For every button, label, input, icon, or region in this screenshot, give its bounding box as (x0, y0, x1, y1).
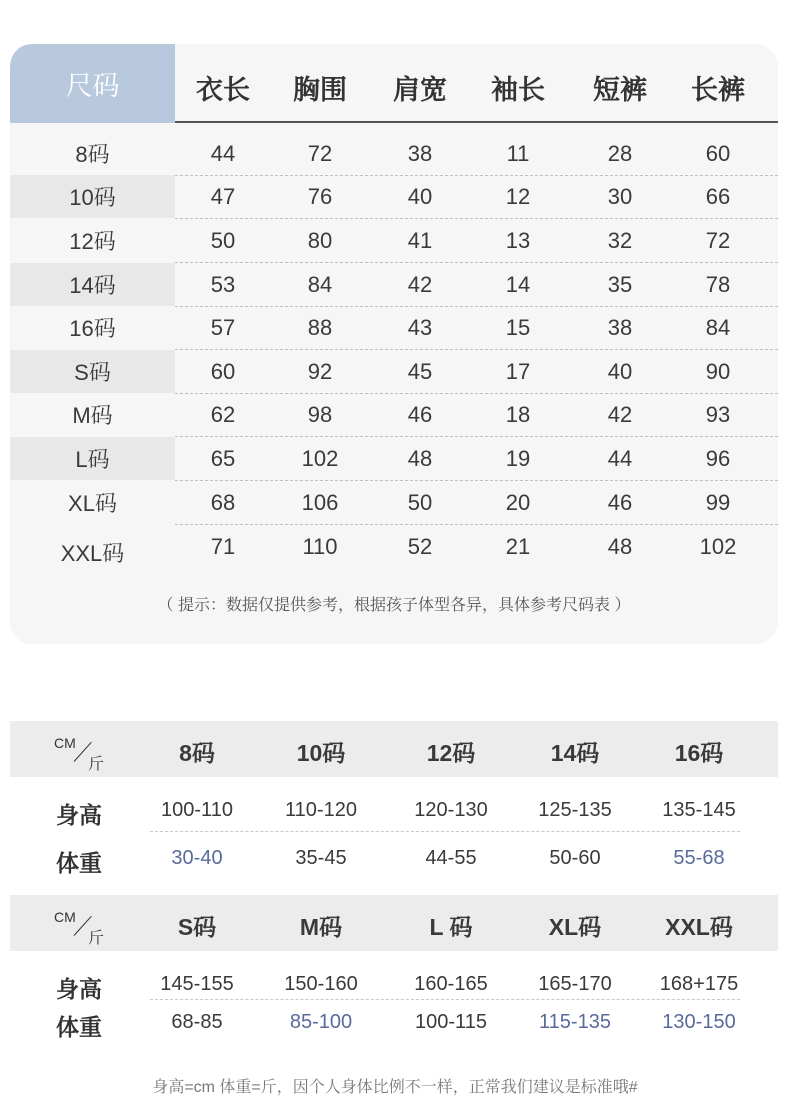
height-value: 100-110 (161, 799, 233, 821)
table-cell: 62 (210, 402, 236, 427)
column-header: 肩宽 (393, 75, 447, 105)
unit-cm: CM (54, 909, 76, 925)
table-row (10, 175, 778, 219)
unit-label (54, 735, 114, 771)
weight-label: 体重 (56, 850, 102, 876)
table-cell: 44 (210, 141, 236, 166)
height-value: 160-165 (414, 973, 488, 995)
table-cell: 18 (505, 402, 531, 427)
table-row (10, 306, 778, 350)
table-cell: 72 (307, 141, 333, 166)
weight-value: 30-40 (171, 847, 223, 869)
hw-size-header: L 码 (429, 914, 473, 940)
weight-value: 35-45 (295, 847, 347, 869)
size-label: 8码 (75, 142, 110, 167)
column-header: 衣长 (196, 75, 250, 105)
height-value: 168+175 (659, 973, 739, 995)
weight-value: 100-115 (415, 1011, 487, 1033)
unit-label (54, 909, 114, 945)
table-cell: 53 (210, 272, 236, 297)
table-cell: 38 (407, 141, 433, 166)
table-cell: 19 (505, 446, 531, 471)
table-cell: 60 (210, 359, 236, 384)
table-cell: 32 (607, 228, 633, 253)
table-cell: 20 (505, 490, 531, 515)
hw-row-divider (150, 999, 740, 1000)
table-cell: 14 (505, 272, 531, 297)
weight-value: 115-135 (539, 1011, 611, 1033)
hw-size-header: XL码 (548, 914, 602, 940)
table-cell: 84 (307, 272, 333, 297)
table-cell: 12 (505, 184, 531, 209)
size-label: 14码 (69, 273, 116, 298)
table-cell: 84 (705, 315, 731, 340)
table-cell: 78 (705, 272, 731, 297)
height-value: 110-120 (285, 799, 357, 821)
hw-size-header: 8码 (179, 740, 215, 766)
table-cell: 38 (607, 315, 633, 340)
table-row (10, 219, 778, 263)
table-cell: 99 (705, 490, 731, 515)
unit-jin: 斤 (88, 756, 105, 773)
table-cell: 48 (607, 534, 633, 559)
table-cell: 68 (210, 490, 236, 515)
table-cell: 102 (699, 534, 737, 559)
height-weight-table (10, 721, 778, 876)
unit-jin: 斤 (88, 930, 105, 947)
column-header: 袖长 (491, 75, 545, 105)
hw-size-header: M码 (299, 914, 343, 940)
height-value: 135-145 (662, 799, 736, 821)
table-row (10, 437, 778, 481)
height-label: 身高 (56, 976, 102, 1002)
hw-size-header: 10码 (296, 740, 346, 766)
table-cell: 57 (210, 315, 236, 340)
height-value: 165-170 (538, 973, 612, 995)
table-cell: 21 (505, 534, 531, 559)
height-value: 145-155 (160, 973, 234, 995)
weight-value: 68-85 (171, 1011, 223, 1033)
table-cell: 72 (705, 228, 731, 253)
table-cell: 28 (607, 141, 633, 166)
table-row (10, 525, 778, 569)
table-cell: 60 (705, 141, 731, 166)
table-cell: 30 (607, 184, 633, 209)
size-label: 16码 (69, 316, 116, 341)
height-label: 身高 (56, 802, 102, 828)
table-cell: 42 (407, 272, 433, 297)
weight-value: 44-55 (425, 847, 477, 869)
column-header: 长裤 (691, 75, 745, 105)
table-cell: 65 (210, 446, 236, 471)
size-column-header: 尺码 (10, 44, 175, 123)
height-value: 150-160 (284, 973, 358, 995)
size-label: S码 (74, 360, 111, 385)
table-cell: 52 (407, 534, 433, 559)
table-cell: 76 (307, 184, 333, 209)
table-cell: 15 (505, 315, 531, 340)
weight-value: 55-68 (673, 847, 725, 869)
table-cell: 43 (407, 315, 433, 340)
weight-value: 50-60 (549, 847, 601, 869)
table-cell: 17 (505, 359, 531, 384)
table-cell: 44 (607, 446, 633, 471)
hw-header-row (10, 895, 778, 951)
table-cell: 88 (307, 315, 333, 340)
column-header: 短裤 (593, 75, 647, 105)
size-label: L码 (75, 447, 110, 472)
table-cell: 71 (210, 534, 236, 559)
height-weight-table (10, 895, 778, 1045)
size-label: 12码 (69, 229, 116, 254)
table-cell: 96 (705, 446, 731, 471)
size-label: 10码 (69, 185, 116, 210)
table-cell: 35 (607, 272, 633, 297)
table-cell: 90 (705, 359, 731, 384)
hw-row-divider (150, 831, 740, 832)
table-row (10, 393, 778, 437)
height-value: 125-135 (538, 799, 612, 821)
hw-size-header: XXL码 (665, 914, 733, 940)
weight-label: 体重 (56, 1014, 102, 1040)
table-cell: 92 (307, 359, 333, 384)
table-cell: 42 (607, 402, 633, 427)
table-cell: 106 (301, 490, 339, 515)
table-cell: 40 (407, 184, 433, 209)
size-label: M码 (72, 403, 113, 428)
footer-note: 身高=cm 体重=斤，因个人身体比例不一样，正常我们建议是标准哦# (152, 1079, 638, 1096)
table-cell: 13 (505, 228, 531, 253)
hw-size-header: 14码 (550, 740, 600, 766)
hw-header-row (10, 721, 778, 777)
table-cell: 47 (210, 184, 236, 209)
table-cell: 46 (607, 490, 633, 515)
table-cell: 40 (607, 359, 633, 384)
table-row (10, 350, 778, 394)
size-label: XXL码 (60, 541, 125, 566)
table-cell: 66 (705, 184, 731, 209)
hw-size-header: 16码 (674, 740, 724, 766)
table-cell: 50 (407, 490, 433, 515)
table-cell: 41 (407, 228, 433, 253)
table-cell: 98 (307, 402, 333, 427)
table-cell: 45 (407, 359, 433, 384)
table-cell: 93 (705, 402, 731, 427)
weight-value: 130-150 (662, 1011, 736, 1033)
unit-cm: CM (54, 735, 76, 751)
header-divider (175, 121, 778, 123)
table-row (10, 132, 778, 176)
table-cell: 80 (307, 228, 333, 253)
table-cell: 50 (210, 228, 236, 253)
size-label: XL码 (68, 491, 117, 516)
column-header: 胸围 (293, 75, 347, 105)
hw-size-header: 12码 (426, 740, 476, 766)
table-cell: 48 (407, 446, 433, 471)
table-cell: 110 (302, 534, 338, 559)
table-row (10, 481, 778, 525)
table-cell: 46 (407, 402, 433, 427)
table-cell: 11 (506, 141, 530, 166)
height-value: 120-130 (414, 799, 488, 821)
table-cell: 102 (301, 446, 339, 471)
size-chart-note: （ 提示：数据仅提供参考，根据孩子体型各异，具体参考尺码表 ） (157, 597, 631, 614)
table-row (10, 263, 778, 307)
size-chart-card (10, 44, 778, 644)
weight-value: 85-100 (289, 1011, 353, 1033)
hw-size-header: S码 (177, 914, 217, 940)
